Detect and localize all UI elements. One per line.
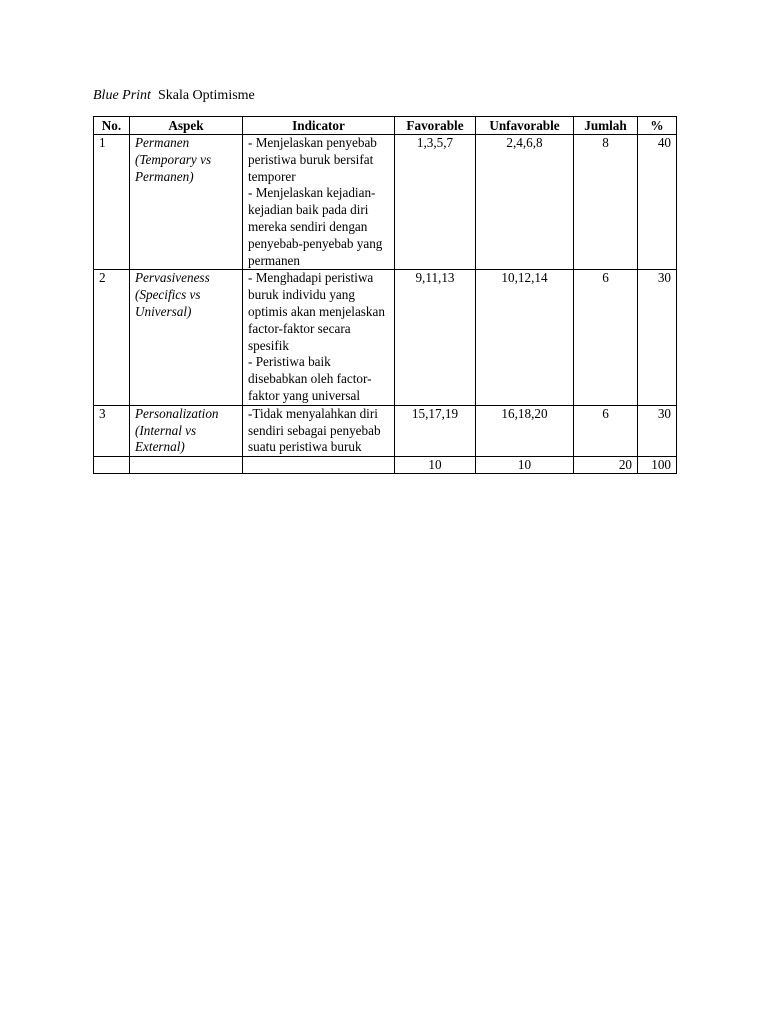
header-jumlah: Jumlah bbox=[574, 117, 638, 135]
row-no: 1 bbox=[94, 135, 130, 270]
total-jumlah: 20 bbox=[574, 457, 638, 474]
total-percent: 100 bbox=[638, 457, 677, 474]
row-jumlah: 6 bbox=[574, 405, 638, 456]
row-favorable: 9,11,13 bbox=[395, 270, 476, 405]
table-header-row bbox=[94, 117, 677, 135]
header-favorable: Favorable bbox=[395, 117, 476, 135]
title-main-part: Skala Optimisme bbox=[157, 88, 255, 103]
row-indicator: - Menghadapi peristiwa buruk individu yang optimis akan menjelaskan factor-faktor secara spesifik - Peristiwa baik disebabkan oleh factor-faktor yang universal bbox=[243, 270, 395, 405]
row-favorable: 1,3,5,7 bbox=[395, 135, 476, 270]
table-row bbox=[94, 270, 677, 405]
row-no: 2 bbox=[94, 270, 130, 405]
row-no: 3 bbox=[94, 405, 130, 456]
total-favorable: 10 bbox=[395, 457, 476, 474]
row-jumlah: 6 bbox=[574, 270, 638, 405]
row-percent: 30 bbox=[638, 270, 677, 405]
blueprint-table bbox=[93, 116, 677, 474]
row-unfavorable: 16,18,20 bbox=[476, 405, 574, 456]
row-indicator: - Menjelaskan penyebab peristiwa buruk bersifat temporer - Menjelaskan kejadian-kejadian baik pada diri mereka sendiri dengan penyebab-penyebab yang permanen bbox=[243, 135, 395, 270]
total-no-empty bbox=[94, 457, 130, 474]
table-row bbox=[94, 135, 677, 270]
row-jumlah: 8 bbox=[574, 135, 638, 270]
row-aspek: Permanen (Temporary vs Permanen) bbox=[130, 135, 243, 270]
total-unfavorable: 10 bbox=[476, 457, 574, 474]
header-no: No. bbox=[94, 117, 130, 135]
table-total-row bbox=[94, 457, 677, 474]
total-aspek-empty bbox=[130, 457, 243, 474]
row-unfavorable: 2,4,6,8 bbox=[476, 135, 574, 270]
total-indicator-empty bbox=[243, 457, 395, 474]
row-percent: 30 bbox=[638, 405, 677, 456]
header-indicator: Indicator bbox=[243, 117, 395, 135]
row-aspek: Personalization (Internal vs External) bbox=[130, 405, 243, 456]
header-unfavorable: Unfavorable bbox=[476, 117, 574, 135]
table-row bbox=[94, 405, 677, 456]
document-page bbox=[93, 87, 676, 474]
row-favorable: 15,17,19 bbox=[395, 405, 476, 456]
title-italic-part: Blue Print bbox=[93, 88, 151, 103]
row-percent: 40 bbox=[638, 135, 677, 270]
document-title bbox=[93, 87, 676, 105]
row-indicator: -Tidak menyalahkan diri sendiri sebagai penyebab suatu peristiwa buruk bbox=[243, 405, 395, 456]
header-percent: % bbox=[638, 117, 677, 135]
header-aspek: Aspek bbox=[130, 117, 243, 135]
row-unfavorable: 10,12,14 bbox=[476, 270, 574, 405]
row-aspek: Pervasiveness (Specifics vs Universal) bbox=[130, 270, 243, 405]
